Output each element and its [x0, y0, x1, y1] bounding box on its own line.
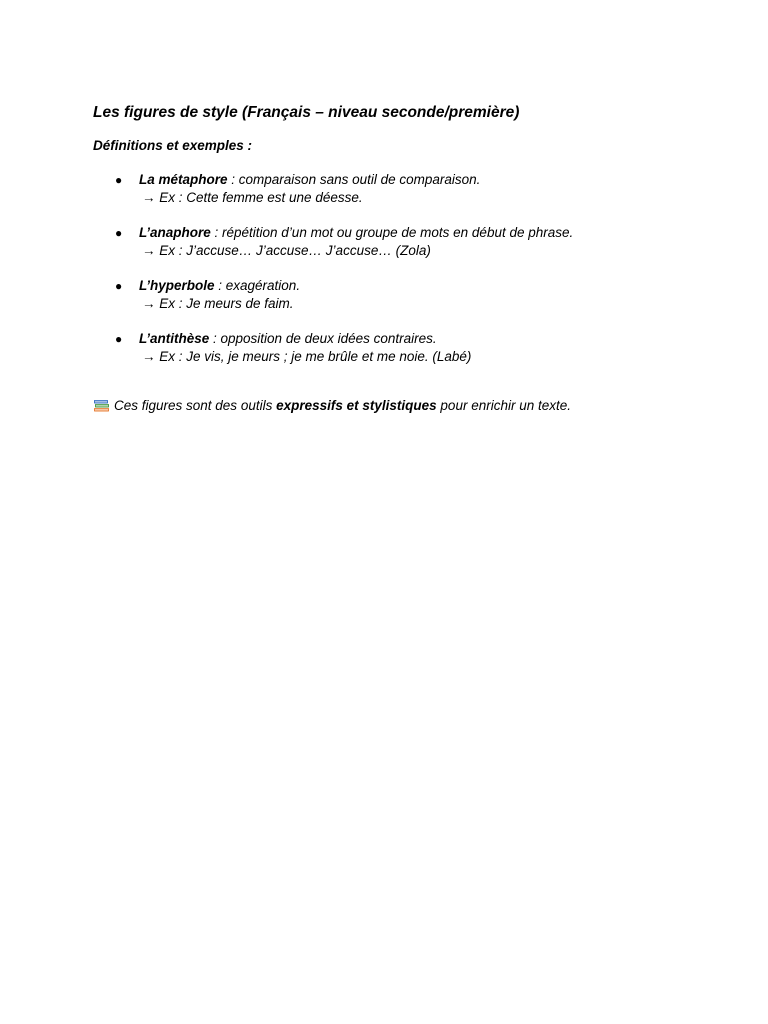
figure-term: La métaphore — [139, 172, 228, 187]
list-item — [93, 277, 713, 313]
figure-term: L’anaphore — [139, 225, 211, 240]
figure-example: → Ex : Je meurs de faim. — [142, 296, 294, 311]
footer-text-after: pour enrichir un texte. — [436, 398, 571, 413]
bullet-icon: ● — [115, 332, 123, 346]
figure-definition: : répétition d’un mot ou groupe de mots en début de phrase. — [210, 225, 574, 240]
figure-example: → Ex : Cette femme est une déesse. — [142, 190, 363, 205]
figure-term: L’hyperbole — [139, 278, 215, 293]
footer-note — [93, 397, 713, 415]
section-subtitle: Définitions et exemples : — [93, 138, 253, 153]
figure-definition: : exagération. — [214, 278, 301, 293]
footer-text-bold: expressifs et stylistiques — [276, 398, 437, 413]
books-icon — [93, 399, 110, 412]
document-title: Les figures de style (Français – niveau seconde/première) — [93, 104, 520, 121]
bullet-icon: ● — [115, 226, 123, 240]
footer-text-before: Ces figures sont des outils — [114, 398, 277, 413]
figure-example: → Ex : Je vis, je meurs ; je me brûle et me noie. (Labé) — [142, 349, 472, 364]
list-item — [93, 224, 713, 260]
figure-definition: : opposition de deux idées contraires. — [209, 331, 437, 346]
list-item — [93, 171, 713, 207]
document-page — [93, 102, 713, 429]
bullet-icon: ● — [115, 279, 123, 293]
figure-term: L’antithèse — [139, 331, 210, 346]
list-item — [93, 330, 713, 366]
figure-definition: : comparaison sans outil de comparaison. — [227, 172, 481, 187]
figures-list — [93, 171, 713, 366]
bullet-icon: ● — [115, 173, 123, 187]
figure-example: → Ex : J’accuse… J’accuse… J’accuse… (Zola) — [142, 243, 431, 258]
